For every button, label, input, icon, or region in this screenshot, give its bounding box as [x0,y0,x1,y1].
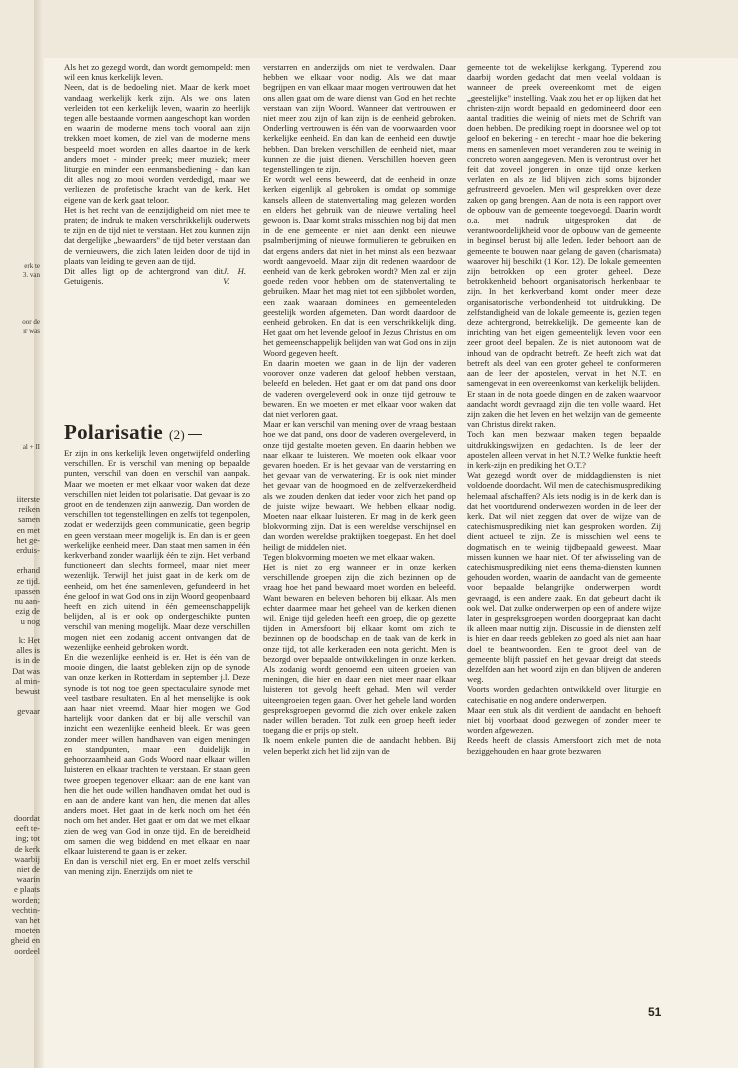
margin-fragment-line: het ge- [16,534,40,545]
margin-fragment-block-c [0,813,40,956]
paragraph: Maar een stuk als dit verdient de aandacht en behoeft niet bij voorbaat dood gezwegen of zonder meer te worden afgewezen. [467,704,661,736]
margin-fragment-line: reiken [18,504,40,515]
paragraph: Neen, dat is de bedoeling niet. Maar de kerk moet vandaag werkelijk kerk zijn. Als we ons laten verleiden tot een kerkelijk leven, waarin zo heerlijk tegen alle bestaande vormen aangeschopt kan worden en waarin de moderne mens toch vooral aan zijn trekken moet komen, de ziel van de moderne mens bespeeld moet worden en alles daartoe in de kerk anders moet - minder preek; meer muziek; meer liturgie en minder een eenmansbediening - dan kan dit alles nog zo mooi worden verdedigd, maar we verliezen de profetische kracht van de kerk. Het eigene van de kerk gaat teloor. [64,82,250,205]
margin-fragment-line: al min- [15,675,40,686]
margin-fragment-line: iiterste [16,494,40,504]
margin-fragment-line: ing; tot [15,833,40,844]
margin-fragment-label: al + II [22,443,40,451]
margin-fragment-line: oor de [22,318,40,326]
paragraph: Dit alles ligt op de achtergrond van dit Getuigenis. [64,266,224,287]
margin-fragment-line: waarin [16,874,40,885]
paragraph: Ik noem enkele punten die de aandacht hebben. Bij velen beperkt zich het lid zijn van de [263,735,456,756]
heading-rule [188,434,202,435]
margin-fragment-line: erduis- [16,545,40,556]
paragraph: En daarin moeten we gaan in de lijn der vaderen voorover onze vaderen dat geloof hebben verstaan, beleefd en beleden. Het gaat er om dat pand ons door de vaderen overgeleverd ook in onze tijd getrouw te bewaren. En we moeten er met elkaar voor waken dat dat niet verloren gaat. [263,357,456,419]
paragraph: Er zijn in ons kerkelijk leven ongetwijfeld onderling verschillen. Er is verschil van mening op bepaalde punten, verschil van doen en verschil van aanpak. Maar we moeten er met elkaar voor waken dat deze verschillen niet leiden tot polarisatie. Dat gevaar is zo groot en de tendenzen zijn aanwezig. Dan worden de verschillen tot tegenstellingen en zelfs tot tegenpolen, zodat er wederzijds geen communicatie, geen begrip en geen verstaan meer mogelijk is. En dan is er geen werkelijke eenheid meer. Dan staat men samen in één kerkverband zonder waarlijk één te zijn. Het verband functioneert dan slechts formeel, maar niet meer wezenlijk. Terwijl het juist gaat in de kerk om de eenheid, om het éne samenleven, gefundeerd in het éne geloof in wat God ons in zijn Woord geopenbaard heeft en zich uitend in één gemeenschappelijk belijden, al is er ook op ondergeschikte punten verschil van mening mogelijk. Maar deze verschillen mogen niet een zodanig accent ontvangen dat de wezenlijke eenheid gebroken wordt. [64,448,250,652]
margin-fragment-line: ır was [23,326,40,335]
margin-fragment-line: gevaar [17,706,40,717]
column-2 [263,62,456,756]
margin-fragment-block-b [0,635,40,717]
paragraph: Maar er kan verschil van mening over de vraag bestaan hoe we dat pand, ons door de vaderen overgeleverd, in onze tijd gestalte moeten geven. En daarin hebben we naar elkaar te luisteren. We moeten ook elkaar voor gevaren hoeden. Er is het gevaar van de verstarring en het gevaar van de verwatering. Er is ook niet minder het gevaar van de hoogmoed en de zelfverzekerdheid als we zouden denken dat ieder voor zich het pand op de juiste wijze bewaart. We hebben elkaar nodig. Moeten naar elkaar luisteren. Er mag in de kerk geen blokvorming zijn. Dat is een wereldse verschijnsel en dan worden wereldse praktijken toegepast. En het doel heiligt de middelen niet. [263,419,456,552]
margin-fragment-line: en met [16,524,40,535]
closing-line [64,266,250,286]
margin-fragment-line: samen [18,514,40,525]
page-number: 51 [648,1005,662,1019]
article-title: Polarisatie [64,420,163,444]
paragraph: Tegen blokvorming moeten we met elkaar waken. [263,551,435,562]
paragraph: gemeente tot de wekelijkse kerkgang. Typerend zou daarbij worden gedacht dat men veelal voldaan is wanneer de preek overeenkomt met de eigen „geestelijke" instelling. Vaak zou het er op lijken dat het christen-zijn wordt bepaald en gedomineerd door een aantal tradities die weinig of niets met de Schrift van doen hebben. De prediking roept in doorsnee wel op tot geloof en bekering - en terecht - maar hoe die bekering mens en samenleven moet veranderen zou te weinig in concreto woren aangegeven. Men is verontrust over het feit dat zoveel jongeren in onze tijd onze kerken verlaten en als ze lid blijven zich soms bijzonder gefrustreerd gevoelen. Men wil gesprekken over deze zaken op gang brengen. Aan de nota is een rapport over de opbouw van de gemeente toegevoegd. Daarin wordt o.a. met nadruk uitgesproken dat de verantwoordelijkheid voor de opbouw van de gemeente in beginsel berust bij alle leden. Ieder behoort aan de gemeente te bouwen naar gelang de gaven (charismata) waarover hij beschikt (1 Kor. 12). De lokale gemeenten zijn betrokken op een groter geheel. Deze betrokkenheid behoort organisatorisch herkenbaar te zijn. In het kerkverband komt onder meer deze organisatorische verbondenheid tot uitdrukking. De zelfstandigheid van de lokale gemeente is, gezien tegen deze achtergrond, betrekkelijk. De gemeente kan de inrichting van het eigen gemeentelijk leven voor een zeer groot deel bepalen. Ze is niet autonoom wat de inhoud van de opdracht betreft. Ze heeft zich wat dat betreft als deel van een groter geheel te conformeren aan de leer der apostelen, vervat in het N.T. en samengevat in een overeenkomst van kerkelijk belijden. [467,62,661,389]
article-heading [64,420,202,445]
margin-fragment-line: oordeel [14,945,40,956]
paragraph: Toch kan men bezwaar maken tegen bepaalde uitdrukkingswijzen en gedachten. Is de leer der apostelen alleen vervat in het N.T.? Welke funktie heeft in kerk-zijn en prediking het O.T.? [467,429,661,470]
margin-fragment-line: worden; [11,894,40,905]
margin-fragment-line: gheid en [10,935,40,946]
paragraph: En die wezenlijke eenheid is er. Het is één van de mooie dingen, die laatst gebleken zijn op de synode van onze kerken in Rotterdam in september j.l. Deze synode is tot nog toe geen spectaculaire synode met veel tastbare resultaten. En al het menselijke is ook aan haar niet vreemd. Maar hier mogen we God hartelijk voor danken dat er bij alle verschil van inzicht een wezenlijke eenheid bleek. Er was geen zonder meer willen handhaven van eigen meningen en standpunten, maar een duidelijk in gehoorzaamheid aan Gods Woord naar elkaar willen luisteren en elkaar trachten te verstaan. Er staan geen twee groepen tegenover elkaar: aan de ene kant van hen die het oude willen handhaven omdat het oud is en aan de andere kant van hen, die menen dat alles anders moet. Het gaat in de kerk noch om het één noch om het ander. Het gaat er om dat we met elkaar zien de weg van God in onze tijd. En de bereidheid om samen die weg biddend en met elkaar en naar elkaar luisterend te gaan is er zeker. [64,652,250,856]
margin-fragment-line: ze tijd. [16,575,40,586]
margin-fragment-line: erk te [24,262,40,270]
margin-fragment-block-a [0,494,40,627]
paragraph: Het is niet zo erg wanneer er in onze kerken verschillende groepen zijn die zich bezinnen op de vraag hoe het pand bewaard moet worden en beleefd. Want bewaren en beleven behoren bij elkaar. Als men echter daarmee maar het geheel van de kerken dienen wil. Enige tijd geleden heeft een groep, die op gezette tijden in Amersfoort bij elkaar komt om zich te bezinnen op de boodschap en de taak van de kerk in onze tijd, tot alle kerkeraden een nota gericht. Men is bezorgd over bepaalde ontwikkelingen in onze kerken. Als zodanig wordt genoemd een uiteen groeien van meningen, die hier en daar een niet meer naar elkaar luisteren tot gevolg heeft gehad. Men wil verder uiteengroeien tegen gaan. Over het gehele land worden gespreksgroepen gevormd die zich over enkele zaken nader willen beraden. Tot zulk een groep heeft ieder toegang die er prijs op stelt. [263,561,456,736]
margin-fragment-line: k: Het [18,635,40,645]
margin-fragment-line: e plaats [13,884,40,895]
margin-fragment-line [0,555,40,565]
margin-fragment-line: u nog [20,616,40,627]
paragraph: Er staan in de nota goede dingen en de zaken waarvoor aandacht wordt gevraagd zijn die ten volle waard. Het zijn zaken die het leven en het welzijn van de gemeente van Christus direkt raken. [467,388,661,430]
paragraph: Het is het recht van de eenzijdigheid om niet mee te praten; de indruk te maken verschrikkelijk ouderwets te zijn en de tijd niet te verstaan. Het zou kunnen zijn dat dergelijke „bewaarders" de tijd beter verstaan dan de vernieuwers, die zich laten leiden door de tijd in plaats van leiding te geven aan de tijd. [64,204,250,266]
column-3 [467,62,661,756]
column-1-body [64,448,250,877]
margin-fragment-line: de kerk [14,843,40,854]
margin-fragment-line: nu aan- [14,596,40,607]
paragraph: Reeds heeft de classis Amersfoort zich met de nota beziggehouden en haar grote bezwaren [467,735,661,756]
margin-fragment-line: van het [14,915,40,926]
margin-fragment-line: ezig de [15,606,40,617]
signature: J. H. V. [223,266,246,287]
margin-fragment-line: bewust [15,686,40,697]
paragraph: Als het zo gezegd wordt, dan wordt gemompeld: men wil een knus kerkelijk leven. [64,62,250,83]
margin-fragment-line: is in de [15,655,40,666]
article-number: (2) [168,427,186,442]
margin-fragment-line: alles is [16,645,40,656]
margin-fragment-line: Dat was [12,665,40,676]
paragraph: En dan is verschil niet erg. En er moet zelfs verschil van mening zijn. Enerzijds om niet te [64,856,250,877]
margin-fragment-line: waarbij [14,853,40,864]
margin-fragment-line: eeft te- [15,823,40,834]
margin-fragment-line: niet de [16,864,40,875]
margin-fragment-top [0,262,40,279]
paragraph: Er wordt wel eens beweerd, dat de eenheid in onze kerken eigenlijk al gebroken is omdat op sommige kansels alleen de statenvertaling mag gelezen worden en elders het gebruik van de nieuwe vertaling heel gewoon is. Daar komt straks misschien nog bij dat men in de ene gemeente er niet aan denkt een nieuwe psalmberijming of nieuwe formulieren te gebruiken en dat ergens anders dat niet in het minst als een bezwaar wordt aangevoeld. Maar zijn dit redenen waardoor de eenheid van de kerk gebroken wordt? Men zal er zijn goede reden voor hebben om de statenvertaling te gebruiken. Maar het mag niet tot een sjibbolet worden, een zaak waaraan dominees en gemeenteleden geestelijk worden afgemeten. Dan wordt daardoor de eenheid gebroken. En dat is een verschrikkelijk ding. Het gaat om het levende geloof in Jezus Christus en om het gemeenschappelijk belijden van wat God ons in zijn Woord gegeven heeft. [263,174,456,358]
margin-fragment-line [0,696,40,706]
margin-fragment-top2 [0,318,40,335]
margin-fragment-line: vechtin- [11,904,40,915]
margin-fragment-line: doordat [13,813,40,823]
margin-fragment-line: ıpassen [14,585,40,596]
margin-fragment-line: 3. van [22,270,40,279]
margin-fragment-line: moeten [14,925,40,936]
paragraph: Wat gezegd wordt over de middagdiensten is niet voldoende doordacht. Wil men de catechismusprediking helemaal afschaffen? Als iets nodig is in de kerk dan is dat het voortdurend onderwezen worden in de leer der kerk. Dat wil niet zeggen dat over de wijze van de catechismusprediking niet kan gesproken worden. Zij dient actueel te zijn. Ze is misschien wel eens te dogmatisch en te weinig tijdbepaald geweest. Maar missen kunnen we haar niet. Of ter afwisseling van de catechismusprediking niet eens thema-diensten kunnen gehouden worden, waarin de aandacht van de gemeente voor bepaalde belangrijke onderwerpen wordt gevraagd, is een andere zaak. En dat gebeurt dacht ik ook wel. Dat zulke onderwerpen op een of andere wijze later in gespreksgroepen worden doorgepraat kan dacht ik alleen maar nuttig zijn. Discussie in de diensten zelf is hier en daar reeds gebleken zo goed als niet aan haar doel te beantwoorden. Een te groot deel van de gemeente blijft passief en het gevaar dreigt dat steeds dezelfden aan het woord zijn en dan blijven de anderen weg. [467,470,661,685]
paragraph: verstarren en anderzijds om niet te verdwalen. Daar hebben we elkaar voor nodig. Als we dat maar begrijpen en van elkaar maar mogen vertrouwen dat het ons allen gaat om de ware dienst van God en het rechte verstaan van zijn Woord. Wanneer dat vertrouwen er niet meer zou zijn of kan zijn is de eenheid gebroken. Onderling vertrouwen is één van de voorwaarden voor kerkelijke eenheid. En dan kan de eenheid een duwtje hebben. Dan breken verschillen de eenheid niet, maar kunnen ze die juist dienen. Verschillen hoeven geen tegenstellingen te zijn. [263,62,456,175]
margin-fragment-line: erhand [16,565,40,576]
paragraph: Voorts worden gedachten ontwikkeld over liturgie en catechisatie en nog andere onderwerpen. [467,684,661,705]
column-1-top [64,62,250,286]
